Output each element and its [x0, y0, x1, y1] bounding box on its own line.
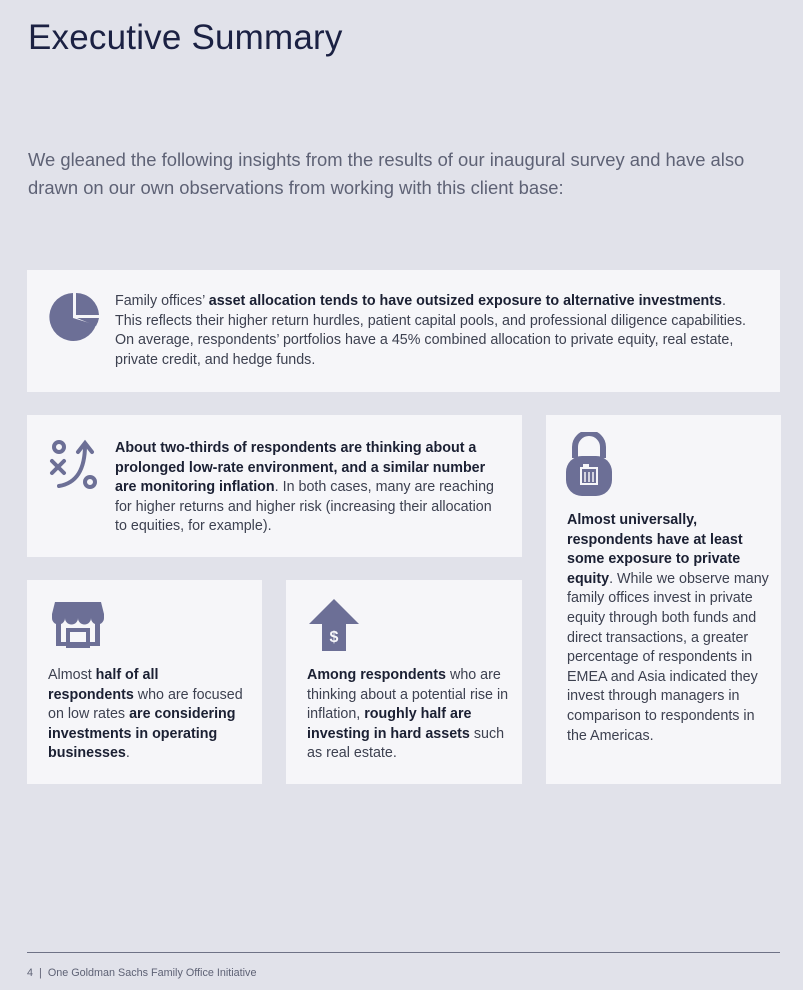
dollar-arrow-up-icon	[308, 598, 360, 652]
card-private-equity	[546, 415, 781, 784]
page-number: 4	[27, 967, 34, 979]
card-operating-businesses	[27, 580, 262, 784]
card-asset-allocation	[27, 270, 780, 392]
strategy-play-icon	[49, 439, 101, 491]
card-hard-assets-text: Among respondents who are thinking about a potential rise in inflation, roughly half are investing in hard assets such as real estate.	[307, 667, 509, 762]
footer-separator: |	[39, 967, 42, 979]
lock-building-icon	[565, 432, 613, 498]
card-operating-businesses-text: Almost half of all respondents who are focused on low rates are considering investments in operating businesses.	[48, 667, 243, 762]
page-title: Executive Summary	[28, 18, 343, 57]
card-low-rate-text: About two-thirds of respondents are thinking about a prolonged low-rate environment, and a similar number are monitoring inflation. In both cases, many are reaching for higher returns and higher risk (increasing their allocation to equities, for example).	[115, 440, 494, 535]
storefront-icon	[51, 600, 105, 648]
svg-text:$: $	[329, 629, 339, 646]
card-private-equity-text: Almost universally, respondents have at least some exposure to private equity. While we observe many family offices invest in private equity through both funds and direct transactions, a greater percentage of respondents in EMEA and Asia indicated they invest through managers in comparison to respondents in the Americas.	[567, 512, 769, 744]
card-low-rate	[27, 415, 522, 557]
intro-paragraph: We gleaned the following insights from the results of our inaugural survey and have also drawn on our own observations from working with this client base:	[28, 149, 745, 198]
page-footer	[27, 967, 256, 979]
pie-chart-icon	[49, 292, 99, 342]
card-asset-allocation-text: Family offices’ asset allocation tends to have outsized exposure to alternative investments. This reflects their higher return hurdles, patient capital pools, and professional diligence capabilities. On average, respondents’ portfolios have a 45% combined allocation to private equity, real estate, private credit, and hedge funds.	[115, 293, 747, 368]
footer-divider	[27, 952, 780, 953]
publication-name: One Goldman Sachs Family Office Initiative	[47, 967, 257, 979]
card-hard-assets	[286, 580, 522, 784]
